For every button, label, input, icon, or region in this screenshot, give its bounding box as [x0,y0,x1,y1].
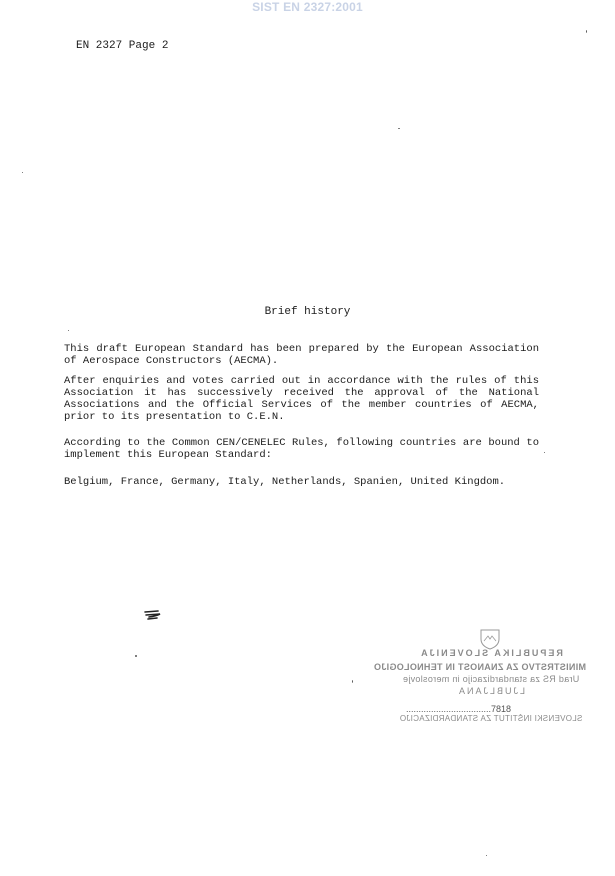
watermark: SIST EN 2327:2001 [252,0,363,14]
paragraph-text: According to the Common CEN/CENELEC Rules, following countries are bound to implement this European Standard: [64,437,539,461]
paragraph-preparation [64,343,539,367]
scan-speck [486,855,487,856]
paragraph-text: This draft European Standard has been prepared by the European Association of Aerospace Constructors (AECMA). [64,343,539,367]
scan-speck [22,172,23,173]
scan-speck [68,330,69,331]
stamp-number-line: ..................................7818 [406,704,512,714]
stamp-line: MINISTRSTVO ZA ZNANOST IN TEHNOLOGIJO [373,662,586,672]
paragraph-approval [64,375,539,423]
scan-speck [586,30,587,33]
stamp-line: REPUBLIKA SLOVENIJA [419,648,563,658]
paragraph-rules [64,437,539,461]
page-header: EN 2327 Page 2 [76,40,169,52]
stamp-line: Urad RS za standardizacijo in meroslovje [402,674,580,684]
signature-glyph [143,609,163,621]
signature-mark [143,608,163,626]
scan-speck [544,452,545,453]
scan-speck [398,128,400,129]
paragraph-text: After enquiries and votes carried out in accordance with the rules of this Association it has successively received the approval of the National Associations and the Official Services of the member countries of AECMA, prior to its presentation to C.E.N. [64,375,539,423]
scan-speck [352,680,353,683]
section-title: Brief history [264,306,351,318]
official-stamp [373,628,586,728]
stamp-line: LJUBLJANA [456,686,526,696]
scan-speck [135,655,137,657]
paragraph-text: Belgium, France, Germany, Italy, Netherlands, Spanien, United Kingdom. [64,476,506,488]
coat-of-arms-icon [478,628,502,650]
paragraph-countries [64,476,539,488]
stamp-line: SLOVENSKI INŠTITUT ZA STANDARDIZACIJO [399,714,583,723]
